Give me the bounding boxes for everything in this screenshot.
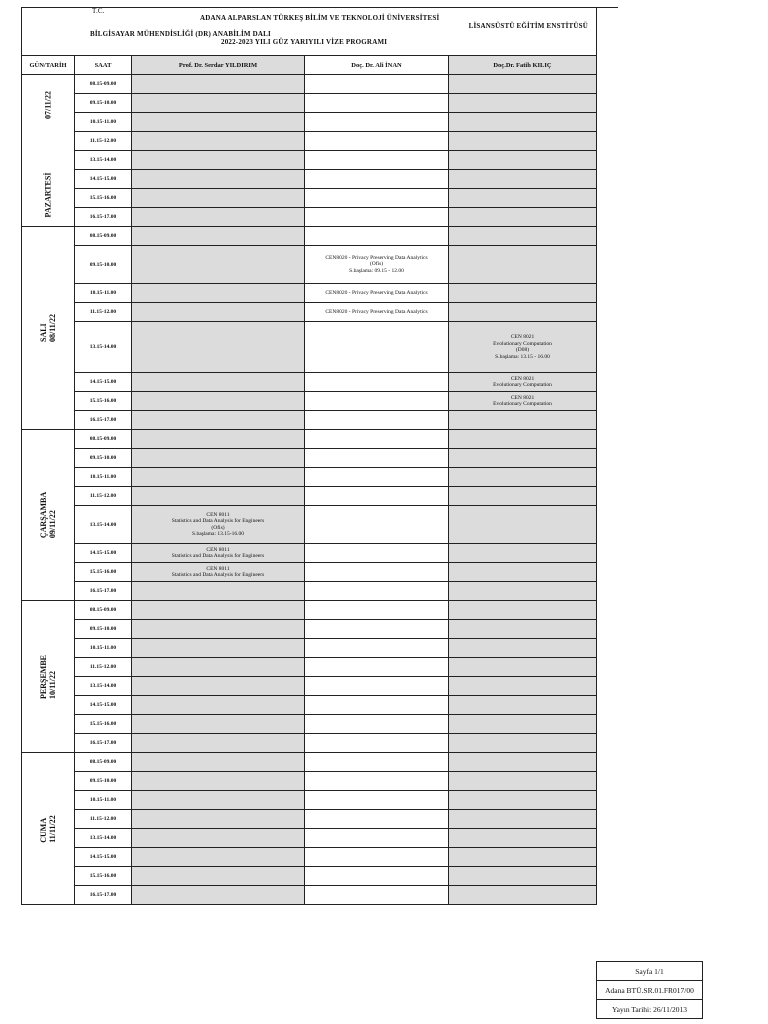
schedule-cell-inan: [305, 753, 449, 772]
exam-entry-line: S.başlama: 13.15 - 16.00: [495, 353, 550, 360]
column-header-time: SAAT: [75, 56, 132, 75]
exam-entry-line: S.başlama: 09.15 - 12.00: [349, 267, 404, 274]
exam-schedule-table: [21, 55, 597, 905]
day-cell: [22, 75, 75, 227]
schedule-cell-kilic: [449, 170, 597, 189]
schedule-cell-inan: [305, 170, 449, 189]
schedule-cell-kilic: [449, 430, 597, 449]
header-department: BİLGİSAYAR MÜHENDİSLİĞİ (DR) ANABİLİM DALI: [90, 30, 271, 38]
day-name: SALI: [39, 323, 48, 343]
schedule-cell-inan: [305, 715, 449, 734]
exam-entry-line: CEN 8021: [510, 334, 535, 340]
schedule-cell-inan: [305, 848, 449, 867]
schedule-cell-inan: [305, 601, 449, 620]
schedule-cell-kilic: [449, 392, 597, 411]
schedule-cell-inan: [305, 113, 449, 132]
exam-entry-line: CEN 8021: [510, 375, 535, 382]
time-slot: 09.15-10.00: [75, 620, 132, 639]
schedule-cell-inan: [305, 791, 449, 810]
schedule-cell-prof: [132, 715, 305, 734]
schedule-cell-prof: [132, 132, 305, 151]
time-slot: 09.15-10.00: [75, 449, 132, 468]
schedule-cell-prof: [132, 227, 305, 246]
day-date: 09/11/22: [48, 510, 57, 539]
schedule-cell-inan: [305, 246, 449, 284]
schedule-cell-prof: [132, 563, 305, 582]
day-label: [39, 654, 57, 698]
day-date: 11/11/22: [48, 814, 57, 843]
exam-entry-line: CEN 8011: [206, 565, 230, 572]
exam-entry-line: CEN 8021: [510, 394, 535, 401]
footer-date: Yayın Tarihi: 26/11/2013: [597, 1000, 703, 1019]
schedule-cell-inan: [305, 430, 449, 449]
schedule-cell-prof: [132, 791, 305, 810]
schedule-cell-prof: [132, 658, 305, 677]
schedule-cell-kilic: [449, 696, 597, 715]
time-slot: 08.15-09.00: [75, 430, 132, 449]
schedule-cell-inan: [305, 810, 449, 829]
schedule-cell-prof: [132, 284, 305, 303]
time-slot: 13.15-14.00: [75, 829, 132, 848]
table-row: [22, 411, 597, 430]
exam-entry-line: Evolutionary Computation: [493, 401, 552, 407]
day-cell: [22, 601, 75, 753]
schedule-cell-prof: [132, 810, 305, 829]
table-row: [22, 715, 597, 734]
column-header-prof-kilic: Doç.Dr. Fatih KILIÇ: [449, 56, 597, 75]
schedule-cell-prof: [132, 886, 305, 905]
schedule-cell-kilic: [449, 94, 597, 113]
schedule-cell-inan: [305, 677, 449, 696]
header-university: ADANA ALPARSLAN TÜRKEŞ BİLİM VE TEKNOLOJİ ÜNİVERSİTESİ: [200, 14, 440, 22]
schedule-cell-inan: [305, 75, 449, 94]
schedule-cell-inan: [305, 227, 449, 246]
table-row: [22, 303, 597, 322]
time-slot: 11.15-12.00: [75, 810, 132, 829]
time-slot: 15.15-16.00: [75, 189, 132, 208]
schedule-cell-kilic: [449, 829, 597, 848]
exam-entry-line: CEN8020 - Privacy Preserving Data Analytics: [325, 254, 428, 261]
schedule-cell-kilic: [449, 601, 597, 620]
time-slot: 10.15-11.00: [75, 639, 132, 658]
time-slot: 16.15-17.00: [75, 208, 132, 227]
schedule-cell-inan: [305, 487, 449, 506]
time-slot: 14.15-15.00: [75, 170, 132, 189]
day-cell: [22, 430, 75, 601]
schedule-cell-kilic: [449, 468, 597, 487]
table-row: [22, 582, 597, 601]
schedule-cell-prof: [132, 392, 305, 411]
time-slot: 14.15-15.00: [75, 848, 132, 867]
schedule-cell-kilic: [449, 772, 597, 791]
table-row: [22, 322, 597, 373]
schedule-cell-kilic: [449, 303, 597, 322]
footer-code: Adana BTÜ.SR.01.FR017/00: [597, 981, 703, 1000]
schedule-cell-inan: [305, 322, 449, 373]
schedule-cell-kilic: [449, 810, 597, 829]
footer-page: Sayfa 1/1: [597, 962, 703, 981]
table-row: [22, 430, 597, 449]
exam-entry-line: Statistics and Data Analysis for Engineers: [171, 572, 265, 578]
time-slot: 10.15-11.00: [75, 791, 132, 810]
time-slot: 08.15-09.00: [75, 753, 132, 772]
table-row: [22, 227, 597, 246]
time-slot: 14.15-15.00: [75, 696, 132, 715]
time-slot: 15.15-16.00: [75, 715, 132, 734]
day-date: 07/11/22: [43, 90, 53, 120]
table-row: [22, 75, 597, 94]
column-header-prof-yildirim: Prof. Dr. Serdar YILDIRIM: [132, 56, 305, 75]
table-row: [22, 601, 597, 620]
header-program-title: 2022-2023 YILI GÜZ YARIYILI VİZE PROGRAMI: [221, 38, 388, 46]
schedule-cell-kilic: [449, 113, 597, 132]
schedule-cell-inan: [305, 132, 449, 151]
table-row: [22, 677, 597, 696]
schedule-cell-kilic: [449, 227, 597, 246]
schedule-cell-prof: [132, 848, 305, 867]
schedule-cell-kilic: [449, 658, 597, 677]
schedule-cell-prof: [132, 468, 305, 487]
time-slot: 11.15-12.00: [75, 487, 132, 506]
schedule-cell-kilic: [449, 544, 597, 563]
schedule-cell-prof: [132, 246, 305, 284]
time-slot: 10.15-11.00: [75, 468, 132, 487]
header-institute: LİSANSÜSTÜ EĞİTİM ENSTİTÜSÜ: [468, 22, 588, 30]
table-row: [22, 753, 597, 772]
exam-entry-line: Statistics and Data Analysis for Engineers: [171, 553, 265, 559]
table-row: [22, 544, 597, 563]
exam-entry-line: CEN 8011: [206, 546, 230, 553]
exam-entry-line: CEN8020 - Privacy Preserving Data Analytics: [325, 289, 428, 296]
schedule-cell-inan: [305, 303, 449, 322]
day-label: [39, 314, 57, 342]
exam-entry-line: S.başlama: 13.15-16.00: [192, 531, 244, 537]
time-slot: 15.15-16.00: [75, 867, 132, 886]
time-slot: 16.15-17.00: [75, 582, 132, 601]
schedule-cell-kilic: [449, 246, 597, 284]
time-slot: 14.15-15.00: [75, 544, 132, 563]
header-tc: T.C.: [92, 7, 105, 15]
schedule-cell-kilic: [449, 208, 597, 227]
column-header-date: GÜN/TARİH: [22, 56, 75, 75]
table-row: [22, 113, 597, 132]
table-row: [22, 246, 597, 284]
schedule-cell-inan: [305, 639, 449, 658]
schedule-cell-inan: [305, 544, 449, 563]
schedule-cell-prof: [132, 544, 305, 563]
time-slot: 15.15-16.00: [75, 392, 132, 411]
table-row: [22, 189, 597, 208]
time-slot: 13.15-14.00: [75, 677, 132, 696]
schedule-cell-inan: [305, 563, 449, 582]
day-name: PAZARTESİ: [43, 172, 53, 218]
time-slot: 08.15-09.00: [75, 601, 132, 620]
day-label: [22, 75, 74, 226]
table-row: [22, 506, 597, 544]
schedule-cell-kilic: [449, 734, 597, 753]
time-slot: 09.15-10.00: [75, 246, 132, 284]
schedule-cell-prof: [132, 696, 305, 715]
time-slot: 11.15-12.00: [75, 132, 132, 151]
table-row: [22, 392, 597, 411]
exam-entry-line: (Ofis): [369, 261, 384, 268]
table-row: [22, 734, 597, 753]
schedule-cell-kilic: [449, 677, 597, 696]
schedule-cell-prof: [132, 94, 305, 113]
schedule-cell-kilic: [449, 132, 597, 151]
schedule-cell-kilic: [449, 189, 597, 208]
schedule-cell-prof: [132, 677, 305, 696]
schedule-cell-kilic: [449, 411, 597, 430]
document-header: [21, 7, 597, 55]
day-name: CUMA: [39, 817, 48, 843]
table-row: [22, 94, 597, 113]
schedule-cell-kilic: [449, 563, 597, 582]
table-row: [22, 772, 597, 791]
schedule-cell-inan: [305, 189, 449, 208]
time-slot: 08.15-09.00: [75, 227, 132, 246]
time-slot: 11.15-12.00: [75, 303, 132, 322]
schedule-cell-kilic: [449, 75, 597, 94]
time-slot: 15.15-16.00: [75, 563, 132, 582]
schedule-cell-kilic: [449, 886, 597, 905]
schedule-cell-prof: [132, 449, 305, 468]
time-slot: 09.15-10.00: [75, 772, 132, 791]
schedule-cell-prof: [132, 753, 305, 772]
day-date: 10/11/22: [48, 670, 57, 699]
table-row: [22, 620, 597, 639]
schedule-cell-inan: [305, 829, 449, 848]
exam-entry-line: (D08): [515, 347, 530, 353]
schedule-cell-inan: [305, 506, 449, 544]
column-header-prof-inan: Doç. Dr. Ali İNAN: [305, 56, 449, 75]
time-slot: 08.15-09.00: [75, 75, 132, 94]
table-row: [22, 867, 597, 886]
exam-entry-line: Evolutionary Computation: [493, 340, 552, 347]
schedule-cell-kilic: [449, 151, 597, 170]
schedule-cell-kilic: [449, 487, 597, 506]
table-row: [22, 829, 597, 848]
time-slot: 13.15-14.00: [75, 506, 132, 544]
schedule-cell-prof: [132, 601, 305, 620]
schedule-cell-inan: [305, 392, 449, 411]
day-label: [39, 815, 57, 843]
exam-entry-line: Evolutionary Computation: [493, 382, 552, 388]
schedule-cell-kilic: [449, 639, 597, 658]
schedule-cell-prof: [132, 303, 305, 322]
schedule-cell-kilic: [449, 449, 597, 468]
schedule-cell-prof: [132, 322, 305, 373]
schedule-cell-inan: [305, 582, 449, 601]
time-slot: 13.15-14.00: [75, 151, 132, 170]
schedule-cell-kilic: [449, 848, 597, 867]
schedule-cell-inan: [305, 449, 449, 468]
schedule-cell-inan: [305, 94, 449, 113]
schedule-cell-kilic: [449, 753, 597, 772]
schedule-cell-inan: [305, 696, 449, 715]
schedule-cell-kilic: [449, 791, 597, 810]
schedule-cell-kilic: [449, 582, 597, 601]
schedule-cell-prof: [132, 487, 305, 506]
table-row: [22, 373, 597, 392]
schedule-cell-prof: [132, 506, 305, 544]
time-slot: 16.15-17.00: [75, 411, 132, 430]
time-slot: 10.15-11.00: [75, 113, 132, 132]
schedule-cell-inan: [305, 151, 449, 170]
schedule-cell-inan: [305, 867, 449, 886]
schedule-cell-kilic: [449, 620, 597, 639]
schedule-cell-prof: [132, 867, 305, 886]
document-footer: [596, 961, 703, 1019]
table-row: [22, 658, 597, 677]
table-row: [22, 284, 597, 303]
schedule-cell-prof: [132, 734, 305, 753]
schedule-cell-prof: [132, 411, 305, 430]
time-slot: 16.15-17.00: [75, 734, 132, 753]
schedule-cell-inan: [305, 620, 449, 639]
schedule-cell-inan: [305, 468, 449, 487]
time-slot: 10.15-11.00: [75, 284, 132, 303]
day-name: PERŞEMBE: [39, 654, 48, 699]
table-row: [22, 170, 597, 189]
time-slot: 09.15-10.00: [75, 94, 132, 113]
day-label: [39, 492, 57, 538]
table-row: [22, 886, 597, 905]
schedule-cell-prof: [132, 75, 305, 94]
time-slot: 16.15-17.00: [75, 886, 132, 905]
schedule-cell-prof: [132, 430, 305, 449]
schedule-cell-kilic: [449, 322, 597, 373]
exam-entry-line: CEN8020 - Privacy Preserving Data Analytics: [325, 308, 428, 315]
schedule-cell-prof: [132, 113, 305, 132]
schedule-cell-prof: [132, 170, 305, 189]
table-row: [22, 487, 597, 506]
table-row: [22, 208, 597, 227]
schedule-cell-prof: [132, 151, 305, 170]
table-row: [22, 468, 597, 487]
time-slot: 13.15-14.00: [75, 322, 132, 373]
schedule-cell-inan: [305, 658, 449, 677]
schedule-cell-inan: [305, 886, 449, 905]
table-row: [22, 848, 597, 867]
schedule-cell-prof: [132, 620, 305, 639]
table-row: [22, 151, 597, 170]
schedule-cell-inan: [305, 772, 449, 791]
schedule-cell-inan: [305, 284, 449, 303]
table-row: [22, 449, 597, 468]
exam-entry-line: CEN 8011: [206, 511, 230, 518]
schedule-cell-prof: [132, 208, 305, 227]
schedule-cell-kilic: [449, 867, 597, 886]
time-slot: 11.15-12.00: [75, 658, 132, 677]
exam-entry-line: Statistics and Data Analysis for Engineers: [171, 518, 265, 524]
table-row: [22, 563, 597, 582]
day-cell: [22, 753, 75, 905]
schedule-cell-kilic: [449, 284, 597, 303]
schedule-cell-kilic: [449, 373, 597, 392]
exam-entry-line: (Ofis): [211, 524, 225, 531]
table-row: [22, 791, 597, 810]
schedule-cell-kilic: [449, 715, 597, 734]
table-row: [22, 696, 597, 715]
schedule-cell-prof: [132, 373, 305, 392]
table-row: [22, 810, 597, 829]
schedule-cell-prof: [132, 772, 305, 791]
schedule-cell-prof: [132, 639, 305, 658]
schedule-cell-prof: [132, 582, 305, 601]
schedule-cell-inan: [305, 734, 449, 753]
day-cell: [22, 227, 75, 430]
schedule-cell-inan: [305, 411, 449, 430]
day-date: 08/11/22: [48, 313, 57, 343]
table-row: [22, 639, 597, 658]
schedule-cell-inan: [305, 373, 449, 392]
table-row: [22, 132, 597, 151]
day-name: ÇARŞAMBA: [39, 491, 48, 539]
time-slot: 14.15-15.00: [75, 373, 132, 392]
schedule-cell-inan: [305, 208, 449, 227]
schedule-cell-prof: [132, 829, 305, 848]
schedule-cell-prof: [132, 189, 305, 208]
schedule-cell-kilic: [449, 506, 597, 544]
